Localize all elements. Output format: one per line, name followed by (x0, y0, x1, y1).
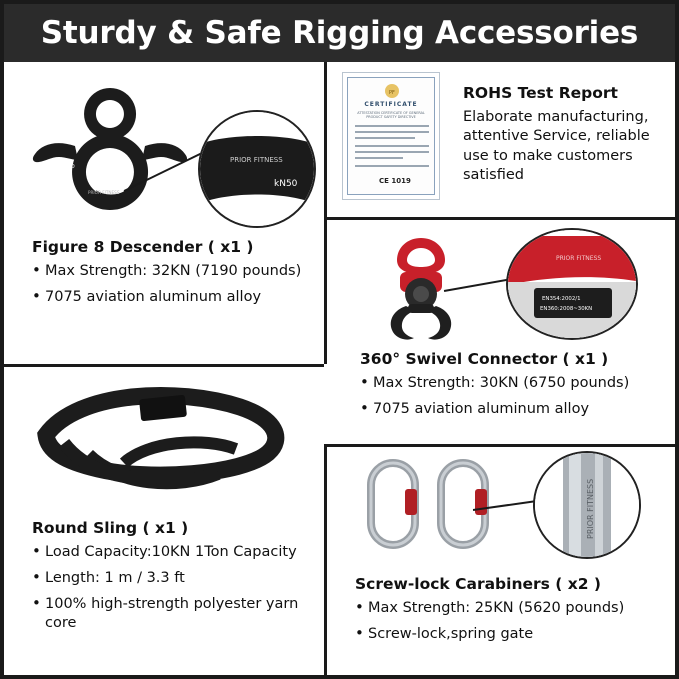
round-sling-bullets (32, 543, 328, 634)
rohs-title: ROHS Test Report (463, 84, 618, 102)
svg-text:PRIOR FITNESS: PRIOR FITNESS (88, 190, 120, 195)
list-item: • Screw-lock,spring gate (355, 625, 667, 644)
panel-rohs (324, 62, 675, 217)
panel-round-sling (4, 367, 324, 675)
panel-carabiners (327, 447, 675, 675)
figure8-title: Figure 8 Descender ( x1 ) (32, 238, 254, 256)
certificate-text-line (355, 151, 429, 153)
round-sling-title: Round Sling ( x1 ) (32, 519, 189, 537)
certificate-text-line (355, 131, 429, 133)
figure8-descender-image (18, 72, 228, 212)
page-title: Sturdy & Safe Rigging Accessories (40, 15, 639, 51)
svg-text:PRIOR FITNESS: PRIOR FITNESS (586, 478, 595, 539)
swivel-connector-image (356, 232, 486, 344)
certificate-title: CERTIFICATE (364, 101, 418, 108)
rohs-body: Elaborate manufacturing, attentive Service, reliable use to make customers satisfied (463, 109, 650, 183)
certificate-text-line (355, 125, 429, 127)
carabiners-bullets (355, 599, 667, 644)
certificate-text-line (355, 157, 403, 159)
swivel-title: 360° Swivel Connector ( x1 ) (360, 350, 609, 368)
list-item: • 7075 aviation aluminum alloy (360, 400, 670, 419)
list-item: • Max Strength: 32KN (7190 pounds) (32, 262, 316, 281)
swivel-bullets (360, 374, 670, 419)
svg-text:KN50: KN50 (60, 164, 75, 170)
certificate-text-line (355, 165, 429, 167)
svg-text:kN50: kN50 (274, 179, 298, 189)
svg-text:EN360:2008~30KN: EN360:2008~30KN (540, 306, 593, 312)
list-item: • Max Strength: 25KN (5620 pounds) (355, 599, 667, 618)
list-item: • Max Strength: 30KN (6750 pounds) (360, 374, 670, 393)
svg-text:PRIOR FITNESS: PRIOR FITNESS (230, 156, 283, 164)
swivel-zoom-callout (506, 228, 638, 340)
list-item: • Load Capacity:10KN 1Ton Capacity (32, 543, 328, 562)
certificate-image (342, 72, 440, 200)
figure8-bullets (32, 262, 316, 307)
header-banner (4, 4, 675, 62)
list-item: • Length: 1 m / 3.3 ft (32, 569, 328, 588)
svg-text:EN354:2002/1: EN354:2002/1 (542, 296, 581, 302)
certificate-text-line (355, 137, 415, 139)
svg-text:PRIOR FITNESS: PRIOR FITNESS (556, 255, 602, 262)
carabiners-image (357, 455, 517, 555)
list-item: • 100% high-strength polyester yarn core (32, 595, 328, 633)
certificate-subtitle: ATTESTATION CERTIFICATE OF GENERAL PRODUCT SAFETY DIRECTIVE (357, 111, 425, 119)
list-item: • 7075 aviation aluminum alloy (32, 288, 316, 307)
panel-figure8 (4, 62, 324, 364)
carabiner-zoom-callout (533, 451, 641, 559)
certificate-ce-mark: CE 1019 (379, 177, 411, 185)
carabiners-title: Screw-lock Carabiners ( x2 ) (355, 575, 602, 593)
svg-text:32: 32 (62, 171, 70, 178)
svg-text:PF: PF (389, 90, 395, 96)
panel-swivel (324, 220, 675, 444)
certificate-text-line (355, 145, 429, 147)
figure8-zoom-callout (198, 110, 316, 228)
round-sling-image (28, 377, 300, 505)
